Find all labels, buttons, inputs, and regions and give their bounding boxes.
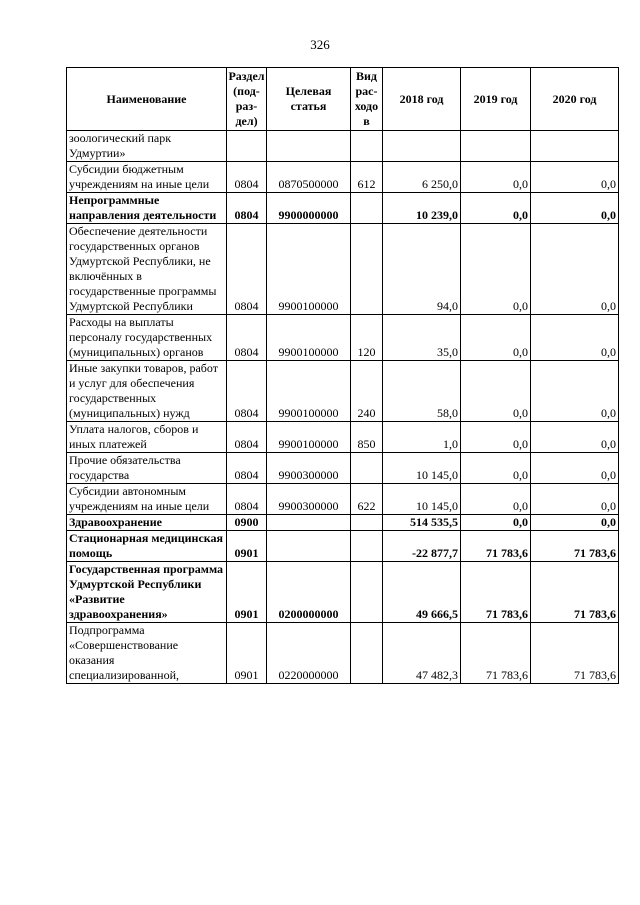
row-kind (351, 623, 383, 684)
row-name: Расходы на выплаты персоналу государственных (муниципальных) органов (67, 315, 227, 361)
row-kind (351, 131, 383, 162)
row-section: 0901 (227, 562, 267, 623)
header-section: Раздел (под-раз-дел) (227, 68, 267, 131)
row-kind (351, 562, 383, 623)
row-value-2020: 0,0 (531, 422, 619, 453)
table-row (67, 315, 619, 361)
table-row (67, 484, 619, 515)
row-value-2018: -22 877,7 (383, 531, 461, 562)
row-value-2020: 0,0 (531, 224, 619, 315)
row-target: 0870500000 (267, 162, 351, 193)
row-value-2019: 0,0 (461, 515, 531, 531)
row-value-2018: 1,0 (383, 422, 461, 453)
row-value-2019: 0,0 (461, 422, 531, 453)
header-2018: 2018 год (383, 68, 461, 131)
row-target: 0220000000 (267, 623, 351, 684)
row-value-2020: 0,0 (531, 515, 619, 531)
table-row (67, 453, 619, 484)
row-value-2019: 0,0 (461, 453, 531, 484)
table-row (67, 361, 619, 422)
row-kind: 850 (351, 422, 383, 453)
row-value-2019: 0,0 (461, 484, 531, 515)
row-value-2020: 71 783,6 (531, 562, 619, 623)
row-section: 0804 (227, 453, 267, 484)
row-target (267, 515, 351, 531)
row-section: 0901 (227, 531, 267, 562)
row-target: 9900100000 (267, 224, 351, 315)
row-target: 0200000000 (267, 562, 351, 623)
row-target: 9900000000 (267, 193, 351, 224)
row-name: Иные закупки товаров, работ и услуг для обеспечения государственных (муниципальных) нужд (67, 361, 227, 422)
row-value-2020 (531, 131, 619, 162)
row-name: Субсидии бюджетным учреждениям на иные цели (67, 162, 227, 193)
row-section: 0804 (227, 315, 267, 361)
row-target: 9900100000 (267, 361, 351, 422)
row-section (227, 131, 267, 162)
table-row (67, 623, 619, 684)
table-body (67, 131, 619, 684)
row-value-2019: 0,0 (461, 193, 531, 224)
row-value-2020: 0,0 (531, 193, 619, 224)
row-name: зоологический парк Удмуртии» (67, 131, 227, 162)
row-value-2018: 514 535,5 (383, 515, 461, 531)
table-row (67, 162, 619, 193)
row-value-2020: 0,0 (531, 162, 619, 193)
header-2020: 2020 год (531, 68, 619, 131)
row-value-2020: 0,0 (531, 315, 619, 361)
row-target (267, 131, 351, 162)
row-kind: 240 (351, 361, 383, 422)
row-name: Прочие обязательства государства (67, 453, 227, 484)
page-number: 326 (310, 37, 330, 52)
row-name: Субсидии автономным учреждениям на иные цели (67, 484, 227, 515)
row-kind (351, 193, 383, 224)
row-value-2018: 10 145,0 (383, 484, 461, 515)
row-kind: 622 (351, 484, 383, 515)
row-value-2018: 94,0 (383, 224, 461, 315)
row-value-2018: 10 145,0 (383, 453, 461, 484)
row-value-2019: 0,0 (461, 361, 531, 422)
header-2019: 2019 год (461, 68, 531, 131)
row-section: 0804 (227, 422, 267, 453)
budget-table (66, 67, 619, 684)
table-row (67, 531, 619, 562)
row-section: 0901 (227, 623, 267, 684)
row-section: 0804 (227, 361, 267, 422)
table-row (67, 422, 619, 453)
header-kind: Вид рас-ходов (351, 68, 383, 131)
row-kind: 612 (351, 162, 383, 193)
table-row (67, 193, 619, 224)
row-section: 0804 (227, 193, 267, 224)
row-name: Стационарная медицинская помощь (67, 531, 227, 562)
row-value-2019: 71 783,6 (461, 562, 531, 623)
table-row (67, 515, 619, 531)
row-section: 0804 (227, 224, 267, 315)
row-value-2020: 71 783,6 (531, 531, 619, 562)
row-value-2018: 10 239,0 (383, 193, 461, 224)
row-kind: 120 (351, 315, 383, 361)
row-value-2019: 71 783,6 (461, 623, 531, 684)
row-value-2020: 0,0 (531, 361, 619, 422)
table-header-row (67, 68, 619, 131)
row-name: Здравоохранение (67, 515, 227, 531)
row-target (267, 531, 351, 562)
row-name: Обеспечение деятельности государственных органов Удмуртской Республики, не включённых в государственные программы Удмуртской Республики (67, 224, 227, 315)
row-value-2019: 71 783,6 (461, 531, 531, 562)
row-value-2018: 35,0 (383, 315, 461, 361)
row-value-2019: 0,0 (461, 224, 531, 315)
row-section: 0804 (227, 484, 267, 515)
row-section: 0804 (227, 162, 267, 193)
row-section: 0900 (227, 515, 267, 531)
row-name: Подпрограмма «Совершенствование оказания специализированной, (67, 623, 227, 684)
table-row (67, 562, 619, 623)
row-value-2019: 0,0 (461, 162, 531, 193)
table-row (67, 224, 619, 315)
row-kind (351, 531, 383, 562)
row-value-2018 (383, 131, 461, 162)
row-target: 9900100000 (267, 422, 351, 453)
table-row (67, 131, 619, 162)
row-target: 9900300000 (267, 453, 351, 484)
row-value-2020: 0,0 (531, 453, 619, 484)
row-value-2018: 47 482,3 (383, 623, 461, 684)
row-name: Уплата налогов, сборов и иных платежей (67, 422, 227, 453)
row-kind (351, 453, 383, 484)
row-value-2018: 6 250,0 (383, 162, 461, 193)
row-value-2019 (461, 131, 531, 162)
row-name: Непрограммные направления деятельности (67, 193, 227, 224)
row-value-2019: 0,0 (461, 315, 531, 361)
row-value-2020: 0,0 (531, 484, 619, 515)
header-name: Наименование (67, 68, 227, 131)
row-value-2018: 58,0 (383, 361, 461, 422)
row-kind (351, 515, 383, 531)
row-target: 9900300000 (267, 484, 351, 515)
row-name: Государственная программа Удмуртской Республики «Развитие здравоохранения» (67, 562, 227, 623)
row-kind (351, 224, 383, 315)
row-target: 9900100000 (267, 315, 351, 361)
row-value-2018: 49 666,5 (383, 562, 461, 623)
header-target: Целевая статья (267, 68, 351, 131)
row-value-2020: 71 783,6 (531, 623, 619, 684)
